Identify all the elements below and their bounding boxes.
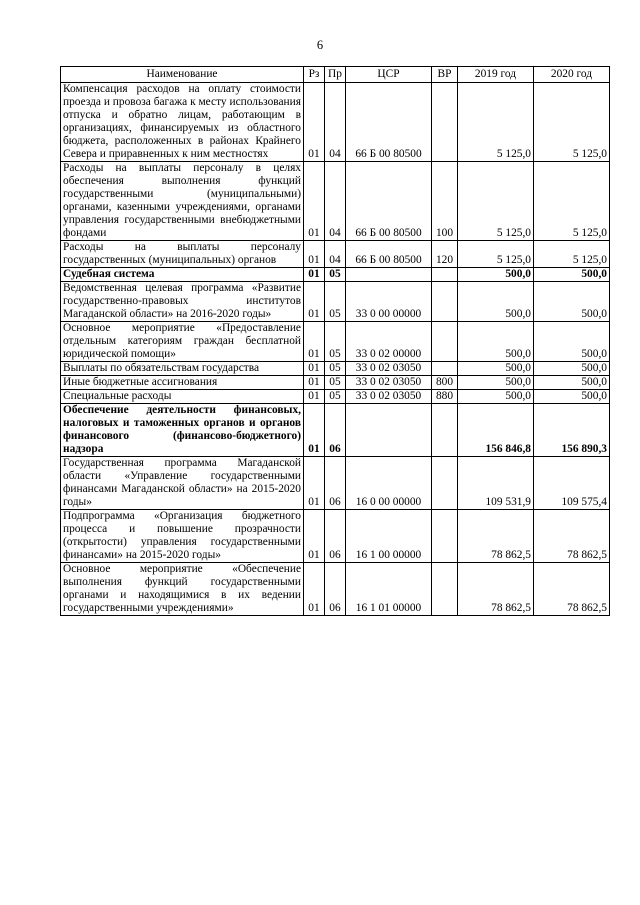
row-2020-cell: 500,0 bbox=[534, 282, 610, 322]
row-pr-cell: 04 bbox=[325, 241, 346, 268]
row-2020-cell: 78 862,5 bbox=[534, 563, 610, 616]
row-2019-cell: 5 125,0 bbox=[458, 241, 534, 268]
row-name-cell: Основное мероприятие «Обеспечение выполнения функций государственными органами и находящимися в их ведении государственными учреждениями» bbox=[61, 563, 304, 616]
row-2019-cell: 500,0 bbox=[458, 390, 534, 404]
row-csr-cell: 33 0 02 03050 bbox=[346, 390, 432, 404]
row-2019-cell: 500,0 bbox=[458, 268, 534, 282]
row-name-cell: Специальные расходы bbox=[61, 390, 304, 404]
row-csr-cell: 66 Б 00 80500 bbox=[346, 241, 432, 268]
row-csr-cell: 33 0 00 00000 bbox=[346, 282, 432, 322]
row-pr-cell: 06 bbox=[325, 563, 346, 616]
row-rz-cell: 01 bbox=[304, 241, 325, 268]
table-row bbox=[61, 376, 610, 390]
row-csr-cell: 33 0 02 00000 bbox=[346, 322, 432, 362]
header-rz: Рз bbox=[304, 67, 325, 83]
table-row bbox=[61, 282, 610, 322]
row-2020-cell: 5 125,0 bbox=[534, 162, 610, 241]
row-pr-cell: 06 bbox=[325, 404, 346, 457]
row-csr-cell: 33 0 02 03050 bbox=[346, 376, 432, 390]
row-vr-cell: 100 bbox=[432, 162, 458, 241]
header-2019: 2019 год bbox=[458, 67, 534, 83]
table-row bbox=[61, 322, 610, 362]
row-pr-cell: 06 bbox=[325, 510, 346, 563]
table-row bbox=[61, 83, 610, 162]
row-2020-cell: 156 890,3 bbox=[534, 404, 610, 457]
table-row bbox=[61, 404, 610, 457]
table-row bbox=[61, 457, 610, 510]
row-pr-cell: 05 bbox=[325, 282, 346, 322]
row-rz-cell: 01 bbox=[304, 404, 325, 457]
page-number: 6 bbox=[316, 38, 324, 52]
row-2019-cell: 500,0 bbox=[458, 376, 534, 390]
row-2019-cell: 500,0 bbox=[458, 322, 534, 362]
table-row bbox=[61, 510, 610, 563]
row-vr-cell: 120 bbox=[432, 241, 458, 268]
row-2019-cell: 500,0 bbox=[458, 362, 534, 376]
row-pr-cell: 04 bbox=[325, 162, 346, 241]
row-2020-cell: 500,0 bbox=[534, 390, 610, 404]
table-header-row bbox=[61, 67, 610, 83]
row-vr-cell bbox=[432, 510, 458, 563]
row-name-cell: Расходы на выплаты персоналу в целях обеспечения выполнения функций государственными (муниципальными) органами, казенными учреждениями, органами управления государственными внебюджетными фондами bbox=[61, 162, 304, 241]
row-name-cell: Расходы на выплаты персоналу государственных (муниципальных) органов bbox=[61, 241, 304, 268]
header-name: Наименование bbox=[61, 67, 304, 83]
row-pr-cell: 05 bbox=[325, 362, 346, 376]
row-2019-cell: 78 862,5 bbox=[458, 563, 534, 616]
table-row bbox=[61, 162, 610, 241]
row-2019-cell: 156 846,8 bbox=[458, 404, 534, 457]
row-2020-cell: 78 862,5 bbox=[534, 510, 610, 563]
budget-table bbox=[60, 66, 610, 616]
row-name-cell: Иные бюджетные ассигнования bbox=[61, 376, 304, 390]
row-rz-cell: 01 bbox=[304, 322, 325, 362]
row-rz-cell: 01 bbox=[304, 282, 325, 322]
row-2020-cell: 5 125,0 bbox=[534, 83, 610, 162]
row-vr-cell bbox=[432, 457, 458, 510]
row-2019-cell: 500,0 bbox=[458, 282, 534, 322]
row-pr-cell: 06 bbox=[325, 457, 346, 510]
row-name-cell: Судебная система bbox=[61, 268, 304, 282]
header-2020: 2020 год bbox=[534, 67, 610, 83]
row-name-cell: Подпрограмма «Организация бюджетного процесса и повышение прозрачности (открытости) управления государственными финансами» на 2015-2020 годы» bbox=[61, 510, 304, 563]
row-pr-cell: 05 bbox=[325, 268, 346, 282]
row-vr-cell bbox=[432, 322, 458, 362]
row-csr-cell: 16 0 00 00000 bbox=[346, 457, 432, 510]
row-2019-cell: 109 531,9 bbox=[458, 457, 534, 510]
table-row bbox=[61, 362, 610, 376]
table-row bbox=[61, 241, 610, 268]
row-2019-cell: 5 125,0 bbox=[458, 162, 534, 241]
row-2020-cell: 5 125,0 bbox=[534, 241, 610, 268]
row-pr-cell: 05 bbox=[325, 390, 346, 404]
row-vr-cell bbox=[432, 404, 458, 457]
row-2020-cell: 500,0 bbox=[534, 322, 610, 362]
row-2020-cell: 500,0 bbox=[534, 376, 610, 390]
row-rz-cell: 01 bbox=[304, 162, 325, 241]
row-csr-cell: 66 Б 00 80500 bbox=[346, 162, 432, 241]
row-name-cell: Выплаты по обязательствам государства bbox=[61, 362, 304, 376]
row-rz-cell: 01 bbox=[304, 563, 325, 616]
row-rz-cell: 01 bbox=[304, 390, 325, 404]
row-csr-cell: 16 1 00 00000 bbox=[346, 510, 432, 563]
row-name-cell: Основное мероприятие «Предоставление отдельным категориям граждан бесплатной юридической помощи» bbox=[61, 322, 304, 362]
row-csr-cell: 16 1 01 00000 bbox=[346, 563, 432, 616]
row-2020-cell: 109 575,4 bbox=[534, 457, 610, 510]
row-vr-cell bbox=[432, 563, 458, 616]
row-2019-cell: 5 125,0 bbox=[458, 83, 534, 162]
row-vr-cell: 880 bbox=[432, 390, 458, 404]
row-csr-cell: 33 0 02 03050 bbox=[346, 362, 432, 376]
row-pr-cell: 04 bbox=[325, 83, 346, 162]
row-2020-cell: 500,0 bbox=[534, 268, 610, 282]
header-pr: Пр bbox=[325, 67, 346, 83]
header-vr: ВР bbox=[432, 67, 458, 83]
row-2020-cell: 500,0 bbox=[534, 362, 610, 376]
row-rz-cell: 01 bbox=[304, 457, 325, 510]
row-rz-cell: 01 bbox=[304, 510, 325, 563]
row-name-cell: Государственная программа Магаданской области «Управление государственными финансами Магаданской области» на 2015-2020 годы» bbox=[61, 457, 304, 510]
row-rz-cell: 01 bbox=[304, 83, 325, 162]
table-row bbox=[61, 563, 610, 616]
row-2019-cell: 78 862,5 bbox=[458, 510, 534, 563]
row-pr-cell: 05 bbox=[325, 322, 346, 362]
row-vr-cell: 800 bbox=[432, 376, 458, 390]
table-row bbox=[61, 390, 610, 404]
row-csr-cell bbox=[346, 404, 432, 457]
row-csr-cell bbox=[346, 268, 432, 282]
row-vr-cell bbox=[432, 362, 458, 376]
row-rz-cell: 01 bbox=[304, 268, 325, 282]
table-row bbox=[61, 268, 610, 282]
row-vr-cell bbox=[432, 83, 458, 162]
row-name-cell: Обеспечение деятельности финансовых, налоговых и таможенных органов и органов финансового (финансово-бюджетного) надзора bbox=[61, 404, 304, 457]
header-csr: ЦСР bbox=[346, 67, 432, 83]
row-rz-cell: 01 bbox=[304, 376, 325, 390]
row-vr-cell bbox=[432, 282, 458, 322]
row-vr-cell bbox=[432, 268, 458, 282]
row-name-cell: Компенсация расходов на оплату стоимости проезда и провоза багажа к месту использования отпуска и обратно лицам, работающим в организациях, финансируемых из областного бюджета, расположенных в районах Крайнего Севера и приравненных к ним местностях bbox=[61, 83, 304, 162]
row-name-cell: Ведомственная целевая программа «Развитие государственно-правовых институтов Магаданской области» на 2016-2020 годы» bbox=[61, 282, 304, 322]
row-csr-cell: 66 Б 00 80500 bbox=[346, 83, 432, 162]
row-pr-cell: 05 bbox=[325, 376, 346, 390]
row-rz-cell: 01 bbox=[304, 362, 325, 376]
